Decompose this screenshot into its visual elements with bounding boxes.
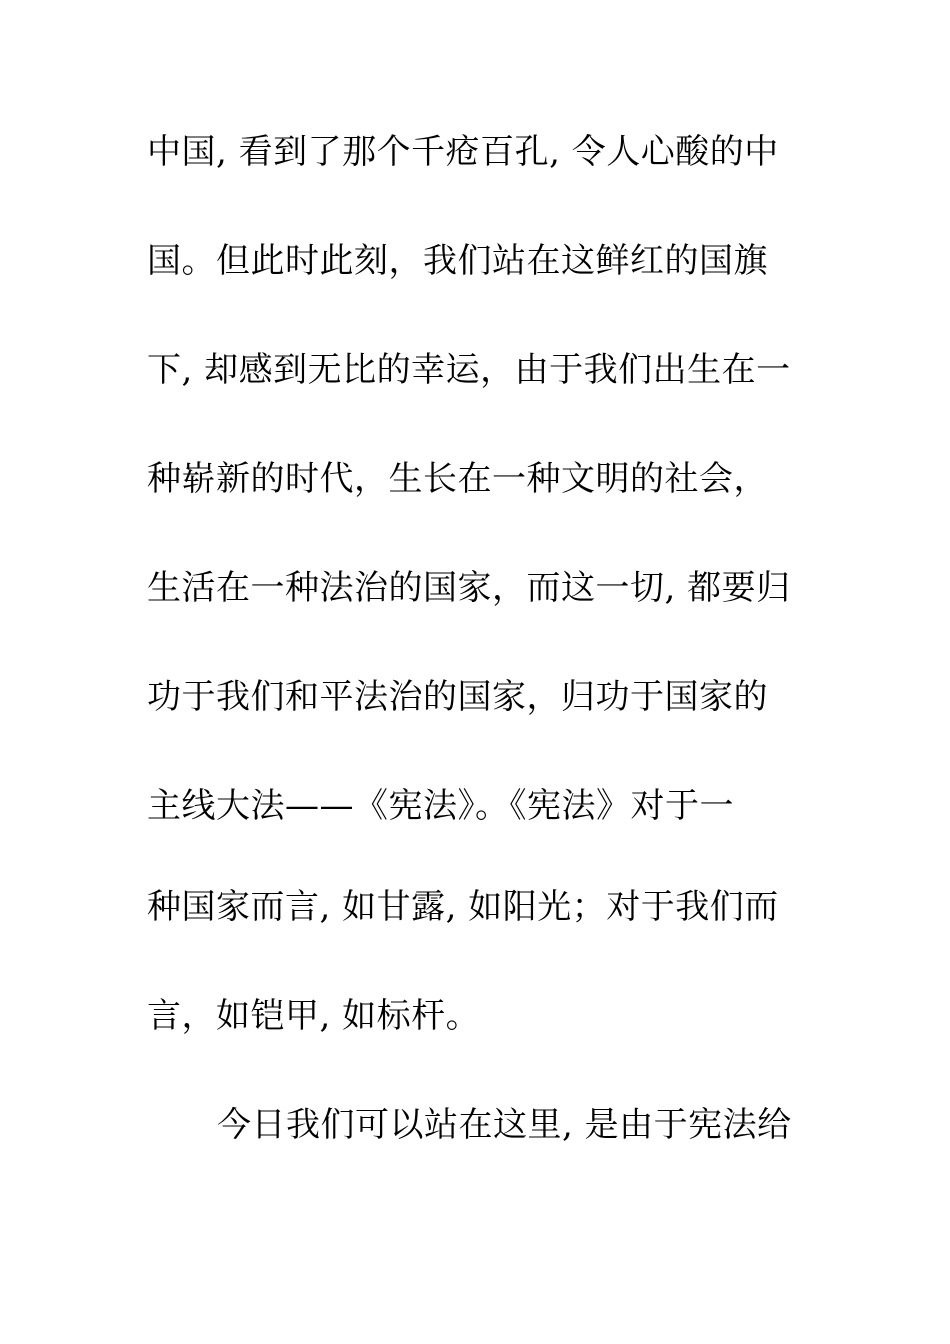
- text-line: 下, 却感到无比的幸运，由于我们出生在一: [147, 350, 791, 390]
- text-line: 种崭新的时代，生长在一种文明的社会，: [147, 459, 768, 499]
- text-line: 功于我们和平法治的国家，归功于国家的: [147, 677, 768, 717]
- text-line: 国。但此时此刻，我们站在这鲜红的国旗: [147, 241, 768, 281]
- text-line: 主线大法——《宪法》。《宪法》对于一: [147, 786, 734, 826]
- text-line: 种国家而言, 如甘露, 如阳光；对于我们而: [147, 887, 779, 927]
- text-line: 言，如铠甲, 如标杆。: [147, 996, 481, 1036]
- paragraph-first-line: 今日我们可以站在这里, 是由于宪法给: [217, 1105, 792, 1145]
- text-line: 生活在一种法治的国家，而这一切, 都要归: [147, 568, 791, 608]
- text-line: 中国, 看到了那个千疮百孔, 令人心酸的中: [147, 132, 779, 172]
